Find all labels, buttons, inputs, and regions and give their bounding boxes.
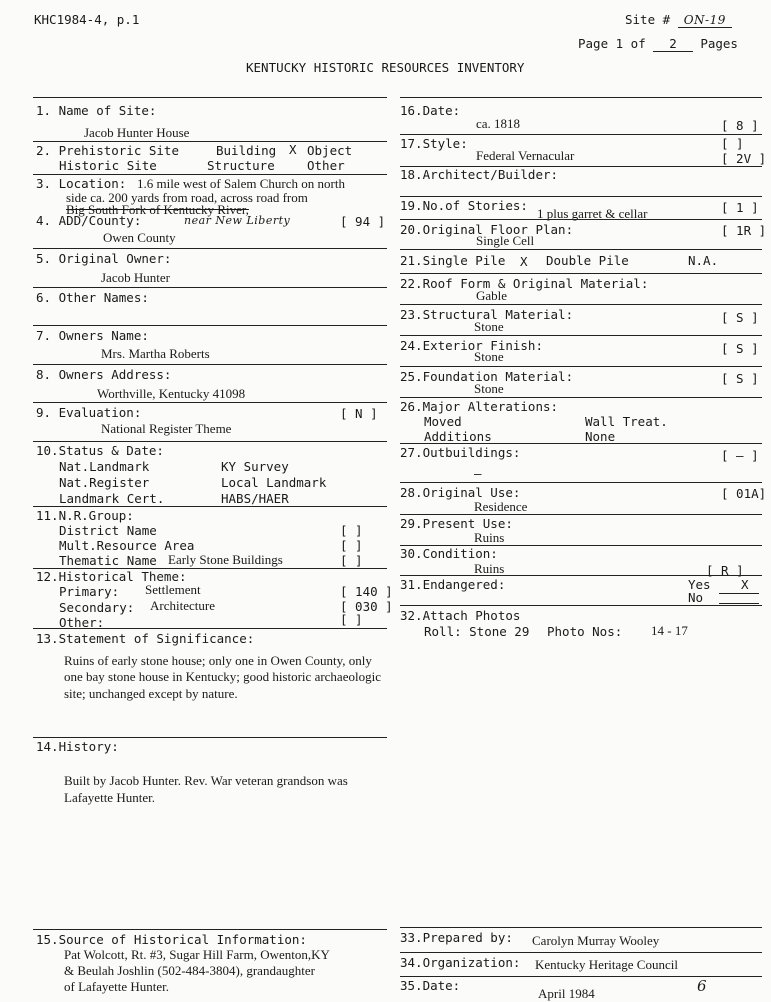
field-21-mark: X (520, 254, 528, 269)
field-27-value: — (474, 466, 482, 481)
field-11-thematic: Thematic Name (59, 553, 157, 568)
field-26-moved: Moved (424, 414, 462, 429)
divider (400, 304, 762, 305)
divider (33, 287, 387, 288)
field-24-value: Stone (474, 349, 504, 364)
field-10-ky-survey: KY Survey (221, 459, 289, 474)
field-25-value: Stone (474, 381, 504, 396)
field-32-roll: Roll: Stone 29 (424, 624, 530, 639)
field-10-nat-register: Nat.Register (59, 475, 150, 490)
field-25-label: 25.Foundation Material: (400, 369, 574, 384)
field-4-label: 4. ADD/County: (36, 213, 142, 228)
field-21-label: 21.Single Pile (400, 253, 506, 268)
significance-text: Ruins of early stone house; only one in Owen County, only one bay stone house in Kentucky; good historic archaeologic site; unchanged except by nature. (64, 653, 381, 701)
field-11-thematic-value: Early Stone Buildings (168, 552, 283, 567)
field-2-other: Other (307, 158, 345, 173)
field-26-wall: Wall Treat. (585, 414, 668, 429)
field-28-label: 28.Original Use: (400, 485, 521, 500)
divider (400, 134, 762, 135)
divider (400, 482, 762, 483)
field-10-label: 10.Status & Date: (36, 443, 164, 458)
field-26-label: 26.Major Alterations: (400, 399, 559, 414)
page-label: Page 1 of (578, 36, 646, 51)
field-2-label: 2. Prehistoric Site (36, 143, 179, 158)
field-3-line1: 1.6 mile west of Salem Church on north (137, 176, 345, 191)
field-32-photo-value: 14 - 17 (651, 623, 688, 638)
divider (400, 249, 762, 250)
field-4-code: [ 94 ] (340, 214, 386, 229)
divider (33, 441, 387, 442)
field-31-mark: X (741, 577, 749, 592)
history-text: Built by Jacob Hunter. Rev. War veteran grandson was Lafayette Hunter. (64, 773, 348, 805)
divider (400, 397, 762, 398)
field-19-label: 19.No.of Stories: (400, 198, 528, 213)
divider (400, 219, 762, 220)
field-3-line2: side ca. 200 yards from road, across road from (66, 190, 308, 205)
page-count (578, 36, 738, 51)
divider (400, 335, 762, 336)
divider (400, 366, 762, 367)
field-22-label: 22.Roof Form & Original Material: (400, 276, 649, 291)
field-17-code1: [ ] (721, 136, 744, 151)
field-3-label: 3. Location: (36, 176, 127, 191)
field-22-value: Gable (476, 288, 508, 303)
field-30-code: [ R ] (706, 563, 744, 578)
field-20-value: Single Cell (476, 233, 535, 248)
field-4-value: Owen County (103, 230, 176, 245)
field-35-value: April 1984 (538, 986, 595, 1001)
divider (33, 325, 387, 326)
divider (400, 97, 762, 98)
field-8-label: 8. Owners Address: (36, 367, 172, 382)
field-27-label: 27.Outbuildings: (400, 445, 521, 460)
field-2-historic: Historic Site (59, 158, 157, 173)
field-14-label: 14.History: (36, 739, 119, 754)
divider (33, 141, 387, 142)
field-19-value: 1 plus garret & cellar (537, 206, 648, 221)
field-12-secondary-code: [ 030 ] (340, 599, 393, 614)
form-title: KENTUCKY HISTORIC RESOURCES INVENTORY (246, 60, 525, 75)
field-17-label: 17.Style: (400, 136, 468, 151)
divider (400, 273, 762, 274)
divider (400, 514, 762, 515)
field-35-label: 35.Date: (400, 978, 461, 993)
divider (33, 364, 387, 365)
field-13-label: 13.Statement of Significance: (36, 631, 255, 646)
field-12-secondary-label: Secondary: (59, 600, 135, 615)
divider (33, 97, 387, 98)
field-16-code: [ 8 ] (721, 118, 759, 133)
field-11-bracket: [ ] (340, 553, 363, 568)
field-33-value: Carolyn Murray Wooley (532, 933, 660, 948)
field-4-handwritten: near New Liberty (184, 214, 291, 227)
field-8-value: Worthville, Kentucky 41098 (97, 386, 246, 401)
field-20-label: 20.Original Floor Plan: (400, 222, 574, 237)
field-2-building: Building (216, 143, 277, 158)
field-9-code: [ N ] (340, 406, 378, 421)
divider (33, 506, 387, 507)
field-24-label: 24.Exterior Finish: (400, 338, 543, 353)
field-12-label: 12.Historical Theme: (36, 569, 187, 584)
field-1-label: 1. Name of Site: (36, 103, 157, 118)
field-23-label: 23.Structural Material: (400, 307, 574, 322)
field-30-value: Ruins (474, 561, 505, 576)
field-10-landmark-cert: Landmark Cert. (59, 491, 165, 506)
site-label: Site # (625, 12, 671, 27)
field-10-habs: HABS/HAER (221, 491, 289, 506)
field-11-district: District Name (59, 523, 157, 538)
field-18-label: 18.Architect/Builder: (400, 167, 559, 182)
field-32-label: 32.Attach Photos (400, 608, 521, 623)
field-33-label: 33.Prepared by: (400, 930, 513, 945)
field-12-secondary-value: Architecture (150, 598, 215, 613)
field-15-line3: of Lafayette Hunter. (64, 979, 170, 994)
divider (33, 248, 387, 249)
field-34-label: 34.Organization: (400, 955, 521, 970)
site-number: ON-19 (678, 13, 732, 28)
field-11-mult: Mult.Resource Area (59, 538, 195, 553)
field-2-mark: X (289, 142, 297, 157)
divider (33, 737, 387, 738)
field-31-yes: Yes (688, 577, 711, 592)
field-15-label: 15.Source of Historical Information: (36, 932, 307, 947)
field-26-additions: Additions (424, 429, 492, 444)
field-11-bracket: [ ] (340, 538, 363, 553)
field-6-label: 6. Other Names: (36, 290, 149, 305)
site-number-field (625, 12, 732, 27)
field-9-label: 9. Evaluation: (36, 405, 142, 420)
field-28-value: Residence (474, 499, 528, 514)
divider (400, 927, 762, 928)
field-9-value: National Register Theme (101, 421, 232, 436)
field-35-handwritten: 6 (697, 977, 708, 995)
field-10-nat-landmark: Nat.Landmark (59, 459, 150, 474)
divider (400, 605, 762, 606)
divider (33, 628, 387, 629)
yes-underline (719, 593, 759, 594)
field-12-other-code: [ ] (340, 612, 363, 627)
field-19-code: [ 1 ] (721, 200, 759, 215)
field-20-code: [ 1R ] (721, 223, 767, 238)
field-30-label: 30.Condition: (400, 546, 498, 561)
field-24-code: [ S ] (721, 341, 759, 356)
field-2-structure: Structure (207, 158, 275, 173)
no-underline (719, 603, 759, 604)
field-27-code: [ — ] (721, 448, 759, 463)
field-7-label: 7. Owners Name: (36, 328, 149, 343)
field-34-value: Kentucky Heritage Council (535, 957, 678, 972)
field-12-primary-code: [ 140 ] (340, 584, 393, 599)
divider (33, 174, 387, 175)
field-11-bracket: [ ] (340, 523, 363, 538)
field-21-na: N.A. (688, 253, 719, 268)
page-total: 2 (653, 36, 693, 52)
field-31-label: 31.Endangered: (400, 577, 506, 592)
field-12-other-label: Other: (59, 615, 105, 630)
field-31-no: No (688, 590, 704, 605)
field-17-value: Federal Vernacular (476, 148, 575, 163)
field-23-code: [ S ] (721, 310, 759, 325)
field-23-value: Stone (474, 319, 504, 334)
field-11-label: 11.N.R.Group: (36, 508, 134, 523)
field-15-line2: & Beulah Joshlin (502-484-3804), grandaughter (64, 963, 315, 978)
divider (400, 443, 762, 444)
pages-label: Pages (700, 36, 738, 51)
divider (33, 402, 387, 403)
field-16-value: ca. 1818 (476, 116, 521, 131)
field-5-value: Jacob Hunter (101, 270, 170, 285)
field-29-label: 29.Present Use: (400, 516, 513, 531)
field-21-double: Double Pile (546, 253, 629, 268)
field-2-object: Object (307, 143, 353, 158)
divider (400, 952, 762, 953)
field-3-line3: Big South Fork of Kentucky River, (66, 202, 249, 217)
field-29-value: Ruins (474, 530, 505, 545)
field-17-code2: [ 2V ] (721, 151, 767, 166)
divider (400, 196, 762, 197)
field-25-code: [ S ] (721, 371, 759, 386)
field-26-none: None (585, 429, 616, 444)
form-id: KHC1984-4, p.1 (34, 12, 140, 27)
divider (400, 976, 762, 977)
field-15-line1: Pat Wolcott, Rt. #3, Sugar Hill Farm, Owenton,KY (64, 947, 330, 962)
field-28-code: [ 01A] (721, 486, 767, 501)
field-7-value: Mrs. Martha Roberts (101, 346, 210, 361)
field-16-label: 16.Date: (400, 103, 461, 118)
field-12-primary-value: Settlement (145, 582, 201, 597)
field-10-local-landmark: Local Landmark (221, 475, 327, 490)
field-32-photo: Photo Nos: (547, 624, 623, 639)
field-1-value: Jacob Hunter House (84, 125, 190, 140)
divider (33, 929, 387, 930)
field-5-label: 5. Original Owner: (36, 251, 172, 266)
field-12-primary-label: Primary: (59, 584, 120, 599)
divider (400, 575, 762, 576)
